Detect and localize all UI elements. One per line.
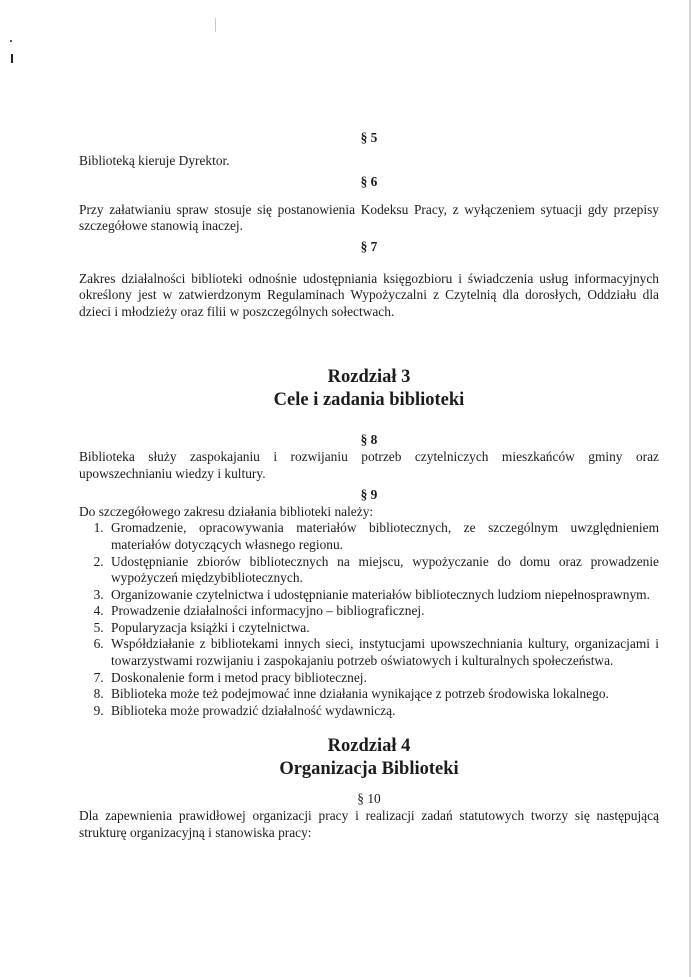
- list-item: 1. Gromadzenie, opracowywania materiałów bibliotecznych, ze szczególnym uwzględnieniem materiałów dotyczących własnego regionu.: [107, 520, 659, 553]
- list-item: 6. Współdziałanie z bibliotekami innych sieci, instytucjami upowszechniania kultury, organizacjami i towarzystwami rozwijaniu i zaspokajaniu potrzeb oświatowych i kulturalnych społeczeństwa.: [107, 636, 659, 669]
- scan-speck: [10, 40, 12, 42]
- list-item: 8. Biblioteka może też podejmować inne działania wynikające z potrzeb środowiska lokalnego.: [107, 686, 659, 703]
- section-5-text: Biblioteką kieruje Dyrektor.: [79, 152, 230, 168]
- chapter-4-number: Rozdział 4: [327, 736, 411, 757]
- chapter-3-number: Rozdział 3: [327, 367, 411, 388]
- scan-speck: [215, 18, 216, 32]
- section-7-text: Zakres działalności biblioteki odnośnie udostępniania księgozbioru i świadczenia usług informacyjnych określony jest w zatwierdzonym Regulaminach Wypożyczalni z Czytelnią dla dorosłych, Oddziału dla dzieci i młodzieży oraz filii w poszczególnych sołectwach.: [79, 270, 659, 319]
- section-heading-10: § 10: [357, 791, 381, 807]
- section-9-list: [79, 520, 659, 719]
- section-heading-9: § 9: [360, 487, 378, 503]
- section-heading-6: § 6: [360, 174, 378, 190]
- section-heading-5: § 5: [360, 130, 378, 145]
- chapter-3-title: Cele i zadania biblioteki: [273, 390, 465, 411]
- chapter-4-title: Organizacja Biblioteki: [279, 759, 459, 780]
- section-9-intro: Do szczegółowego zakresu działania biblioteki należy:: [79, 503, 374, 519]
- section-heading-7: § 7: [360, 238, 378, 254]
- section-6-text: Przy załatwianiu spraw stosuje się postanowienia Kodeksu Pracy, z wyłączeniem sytuacji gdy przepisy szczegółowe stanowią inaczej.: [79, 201, 659, 234]
- document-body: [79, 130, 659, 841]
- list-item: 9. Biblioteka może prowadzić działalność wydawniczą.: [107, 703, 659, 720]
- list-item: 7. Doskonalenie form i metod pracy bibliotecznej.: [107, 670, 659, 687]
- scan-speck: [11, 54, 13, 63]
- section-8-text: Biblioteka służy zaspokajaniu i rozwijaniu potrzeb czytelniczych mieszkańców gminy oraz upowszechnianiu wiedzy i kultury.: [79, 448, 659, 481]
- section-heading-8: § 8: [360, 432, 378, 448]
- list-item: 5. Popularyzacja książki i czytelnictwa.: [107, 620, 659, 637]
- section-10-text: Dla zapewnienia prawidłowej organizacji pracy i realizacji zadań statutowych tworzy się następującą strukturę organizacyjną i stanowiska pracy:: [79, 808, 659, 840]
- list-item: 3. Organizowanie czytelnictwa i udostępnianie materiałów bibliotecznych ludziom niepełnosprawnym.: [107, 587, 659, 604]
- list-item: 4. Prowadzenie działalności informacyjno – bibliograficznej.: [107, 603, 659, 620]
- list-item: 2. Udostępnianie zbiorów bibliotecznych na miejscu, wypożyczanie do domu oraz prowadzenie wypożyczeń międzybibliotecznych.: [107, 554, 659, 587]
